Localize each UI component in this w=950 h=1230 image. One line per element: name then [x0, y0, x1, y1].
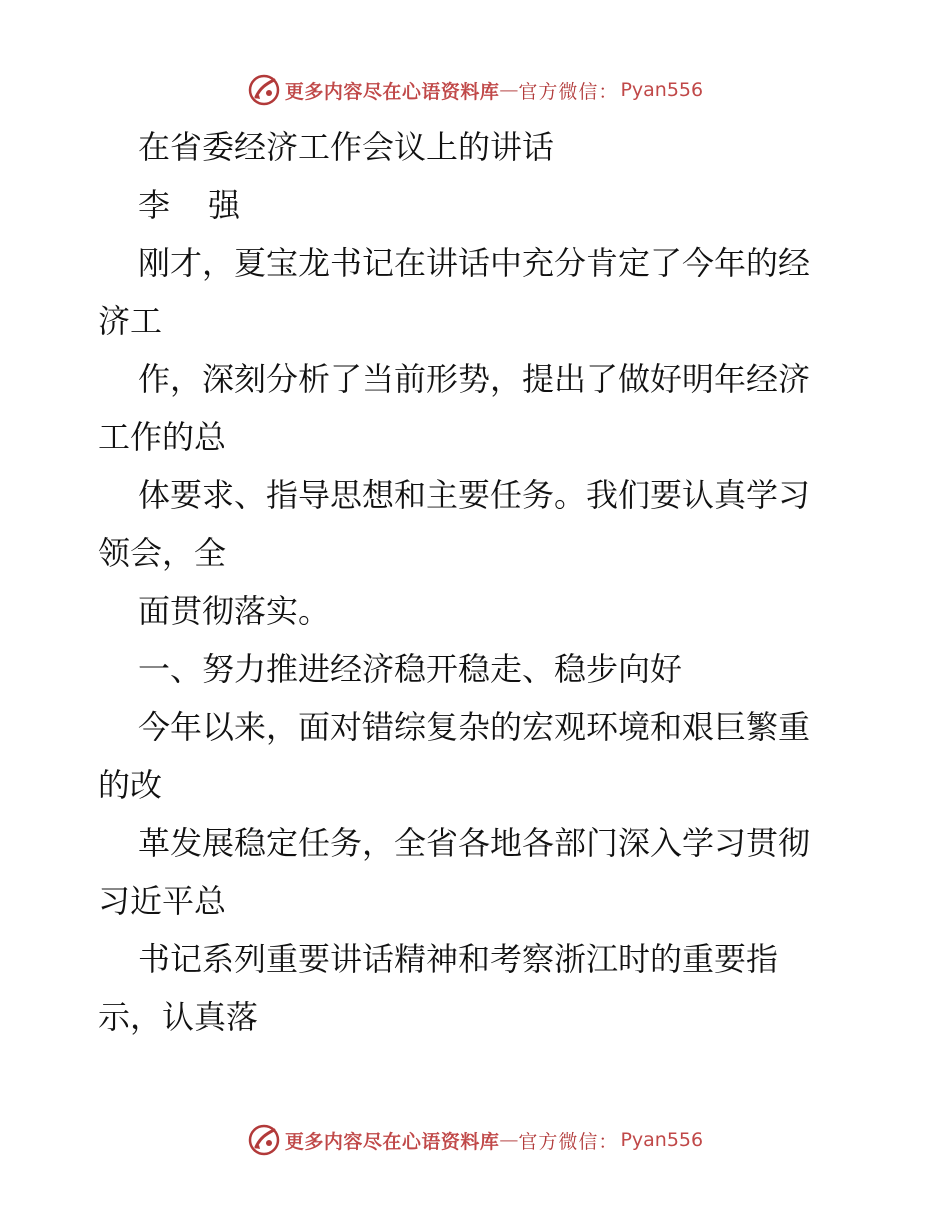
watermark-dash: — — [499, 79, 519, 101]
text-line: 济工 — [98, 302, 163, 340]
text-line: 今年以来，面对错综复杂的宏观环境和艰巨繁重 — [138, 708, 811, 746]
brush-logo-icon — [247, 73, 281, 107]
text-line: 体要求、指导思想和主要任务。我们要认真学习 — [138, 476, 811, 514]
text-line: 习近平总 — [98, 882, 227, 920]
text-line: 刚才，夏宝龙书记在讲话中充分肯定了今年的经 — [138, 244, 811, 282]
text-line: 示，认真落 — [98, 998, 259, 1036]
document-body — [98, 118, 868, 1046]
watermark-wechat-id: Pyan556 — [620, 1129, 704, 1151]
author-name: 李 强 — [138, 186, 255, 224]
text-line: 一、努力推进经济稳开稳走、稳步向好 — [138, 650, 683, 688]
brush-logo-icon — [247, 1123, 281, 1157]
text-line: 领会，全 — [98, 534, 227, 572]
text-line: 书记系列重要讲话精神和考察浙江时的重要指 — [138, 940, 779, 978]
watermark-wechat-id: Pyan556 — [620, 79, 704, 101]
watermark-label: 官方微信： — [518, 1130, 619, 1153]
watermark-dash: — — [499, 1129, 519, 1151]
watermark-main-text: 更多内容尽在心语资料库 — [284, 80, 500, 103]
text-line: 作，深刻分析了当前形势，提出了做好明年经济 — [138, 360, 811, 398]
watermark-label: 官方微信： — [518, 80, 619, 103]
text-line: 的改 — [98, 766, 163, 804]
footer-watermark — [0, 1120, 950, 1160]
header-watermark — [0, 70, 950, 110]
text-line: 工作的总 — [98, 418, 227, 456]
text-line: 革发展稳定任务，全省各地各部门深入学习贯彻 — [138, 824, 811, 862]
text-line: 面贯彻落实。 — [138, 592, 331, 630]
document-title: 在省委经济工作会议上的讲话 — [138, 128, 555, 166]
watermark-main-text: 更多内容尽在心语资料库 — [284, 1130, 500, 1153]
